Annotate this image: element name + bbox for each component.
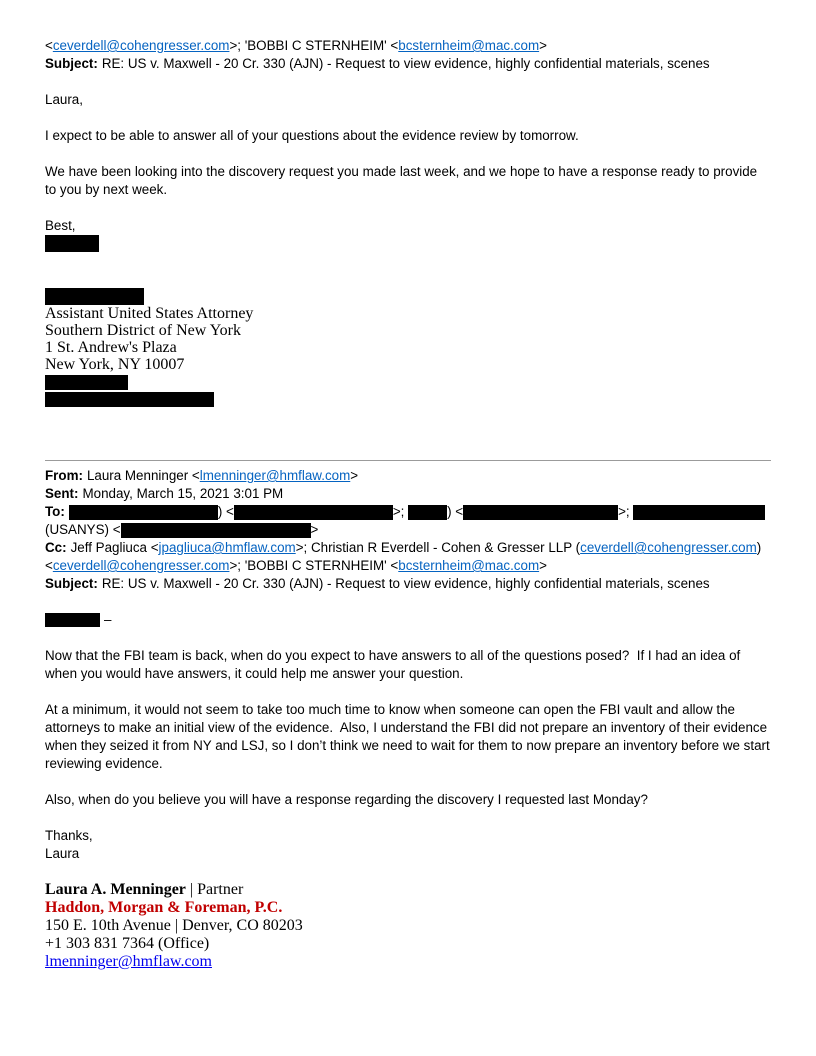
redaction-bar: [45, 288, 144, 305]
email2-greeting-redacted: [45, 611, 771, 629]
redacted-sender-name-line: [45, 235, 771, 253]
email2-paragraph-1: Now that the FBI team is back, when do you expect to have answers to all of the questions posed? If I had an idea of when you would have answers, it could help me answer your question.: [45, 648, 744, 681]
quoted-to-line: [45, 37, 771, 55]
email-link-bcsternheim[interactable]: bcsternheim@mac.com: [398, 38, 540, 53]
email-link-lmenninger[interactable]: lmenninger@hmflaw.com: [199, 468, 351, 483]
sent-label: Sent:: [45, 486, 79, 501]
redaction-bar: [121, 523, 311, 538]
bracket-text: >: [350, 468, 359, 483]
email1-signature-block: [45, 288, 771, 407]
redaction-bar: [463, 505, 618, 520]
signature-role: | Partner: [189, 881, 244, 898]
email2-closing-name: Laura: [45, 846, 80, 861]
signature-phone: +1 303 831 7364 (Office): [45, 935, 210, 952]
signature-firm: Haddon, Morgan & Foreman, P.C.: [45, 899, 283, 916]
usanys-text: (USANYS) <: [45, 522, 121, 537]
redaction-bar: [45, 235, 99, 252]
email2-paragraph-2: At a minimum, it would not seem to take too much time to know when someone can open the FBI vault and allow the attorneys to make an initial view of the evidence. Also, I understand the FBI did not prepare an inventory of their evidence when they seized it from NY and LSJ, so I don’t think we need to wait for them to now prepare an inventory before we start reviewing evidence.: [45, 702, 774, 771]
subject-label: Subject:: [45, 56, 98, 71]
email2-closing-thanks: Thanks,: [45, 828, 93, 843]
greeting-dash: –: [104, 612, 112, 627]
header-field-cc: [45, 539, 771, 557]
bracket-text: >: [310, 522, 319, 537]
email-link-bcsternheim[interactable]: bcsternheim@mac.com: [398, 558, 540, 573]
signature-email-line: [45, 953, 771, 971]
subject-value: RE: US v. Maxwell - 20 Cr. 330 (AJN) - Request to view evidence, highly confidential materials, scenes: [101, 576, 710, 591]
bracket-text: <: [45, 558, 53, 573]
email1-paragraph-2: We have been looking into the discovery request you made last week, and we hope to have a response ready to provide to you by next week.: [45, 164, 761, 197]
redaction-bar: [45, 392, 214, 407]
signature-name: Laura A. Menninger: [45, 881, 186, 898]
header-field-sent: [45, 485, 771, 503]
signature-address-2: New York, NY 10007: [45, 356, 185, 373]
redaction-bar: [45, 375, 128, 390]
cc-label: Cc:: [45, 540, 67, 555]
header-field-from: [45, 467, 771, 485]
cc-value: ): [756, 540, 762, 555]
header-field-to-line2: [45, 521, 771, 539]
to-separator: ) <: [217, 504, 234, 519]
from-label: From:: [45, 468, 83, 483]
header-field-cc-line2: [45, 557, 771, 575]
header-field-to: [45, 503, 771, 521]
bracket-text: >: [539, 558, 547, 573]
redaction-bar: [69, 505, 218, 520]
signature-address-1: 1 St. Andrew's Plaza: [45, 339, 177, 356]
email-link-ceverdell[interactable]: ceverdell@cohengresser.com: [580, 540, 757, 555]
email2-header-block: [45, 467, 771, 593]
to-separator: >;: [618, 504, 634, 519]
signature-name-line: [45, 881, 771, 899]
email-divider: [45, 460, 771, 461]
signature-address: 150 E. 10th Avenue | Denver, CO 80203: [45, 917, 303, 934]
cc-value: >; 'BOBBI C STERNHEIM' <: [229, 558, 399, 573]
redaction-bar: [633, 505, 765, 520]
cc-value: Jeff Pagliuca <: [70, 540, 159, 555]
recipient-text: >; 'BOBBI C STERNHEIM' <: [229, 38, 399, 53]
redaction-bar: [408, 505, 447, 520]
email-link-ceverdell[interactable]: ceverdell@cohengresser.com: [52, 558, 230, 573]
email2-signature-block: [45, 881, 771, 971]
email-link-lmenninger-signature[interactable]: lmenninger@hmflaw.com: [45, 953, 212, 970]
quoted-subject-line: [45, 55, 771, 73]
subject-label: Subject:: [45, 576, 98, 591]
cc-value: >; Christian R Everdell - Cohen & Gresser LLP (: [295, 540, 581, 555]
to-separator: >;: [392, 504, 409, 519]
subject-value: RE: US v. Maxwell - 20 Cr. 330 (AJN) - Request to view evidence, highly confidential materials, scenes: [101, 56, 710, 71]
email1-closing: Best,: [45, 218, 76, 233]
bracket-text: <: [45, 38, 53, 53]
email1-greeting: Laura,: [45, 92, 83, 107]
header-field-subject: [45, 575, 771, 593]
sent-value: Monday, March 15, 2021 3:01 PM: [82, 486, 284, 501]
bracket-text: >: [539, 38, 547, 53]
signature-office: Southern District of New York: [45, 322, 241, 339]
email2-paragraph-3: Also, when do you believe you will have a response regarding the discovery I requested last Monday?: [45, 792, 648, 807]
to-separator: ) <: [447, 504, 464, 519]
email-link-jpagliuca[interactable]: jpagliuca@hmflaw.com: [158, 540, 296, 555]
to-label: To:: [45, 504, 65, 519]
email1-paragraph-1: I expect to be able to answer all of your questions about the evidence review by tomorrow.: [45, 128, 579, 143]
redaction-bar: [45, 613, 100, 627]
email-link-ceverdell[interactable]: ceverdell@cohengresser.com: [52, 38, 230, 53]
signature-title: Assistant United States Attorney: [45, 305, 254, 322]
from-value: Laura Menninger <: [86, 468, 200, 483]
redaction-bar: [234, 505, 393, 520]
